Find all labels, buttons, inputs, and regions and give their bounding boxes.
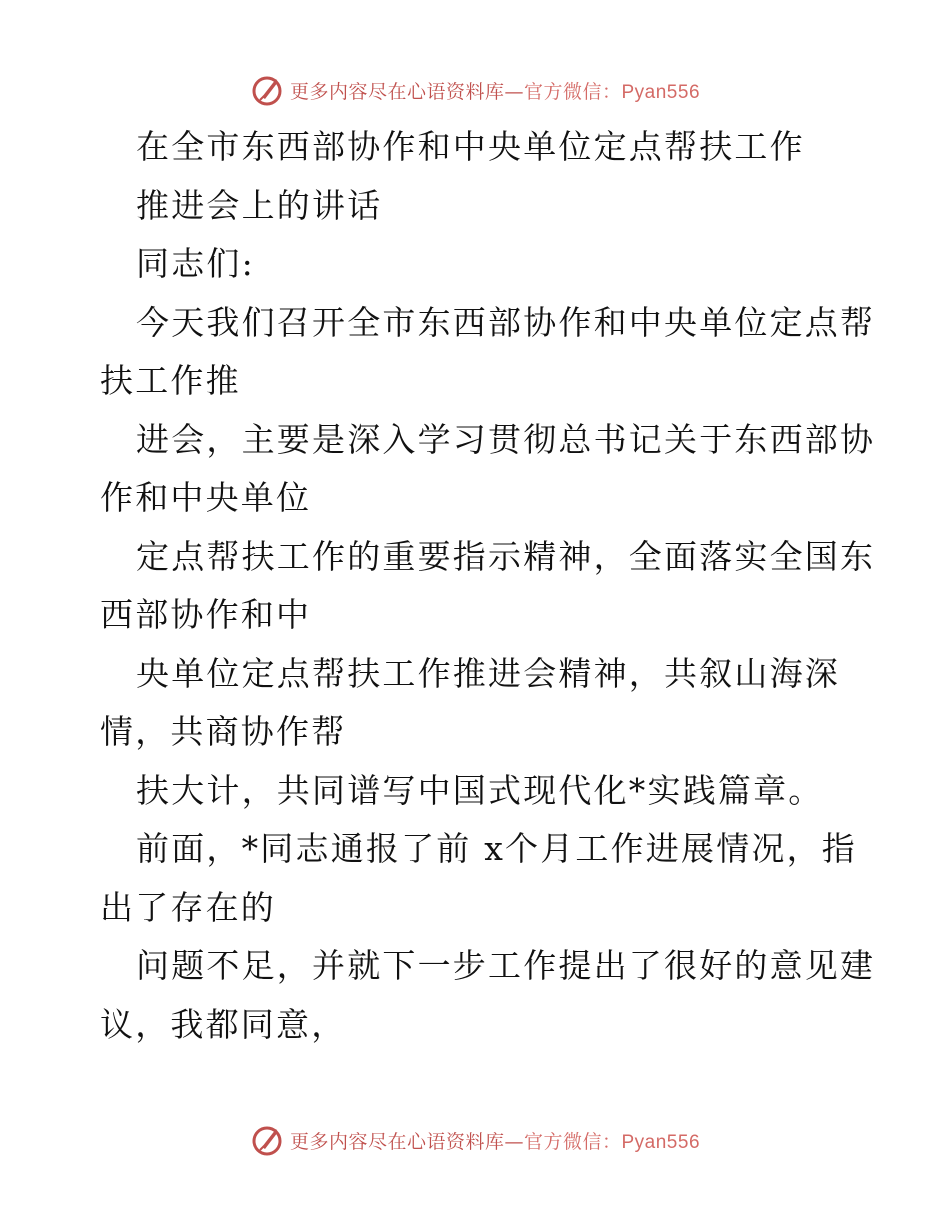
footer-separator: — bbox=[504, 1130, 524, 1153]
text-line: 今天我们召开全市东西部协作和中央单位定点帮 bbox=[136, 302, 876, 342]
text-line: 在全市东西部协作和中央单位定点帮扶工作 bbox=[136, 127, 805, 166]
header-banner-text bbox=[290, 77, 700, 104]
text-line: 扶大计，共同谱写中国式现代化*实践篇章。 bbox=[136, 770, 824, 810]
footer-banner-text bbox=[290, 1127, 700, 1154]
footer-banner bbox=[0, 1120, 950, 1160]
quill-logo-icon bbox=[250, 73, 284, 107]
text-line: 推进会上的讲话 bbox=[136, 185, 383, 225]
header-separator: — bbox=[504, 80, 524, 103]
text-line: 同志们: bbox=[136, 244, 255, 283]
text-line: 出了存在的 bbox=[100, 887, 276, 927]
header-banner bbox=[0, 70, 950, 110]
quill-logo-icon bbox=[250, 1123, 284, 1157]
footer-wechat-text: 官方微信：Pyan556 bbox=[524, 1131, 701, 1153]
text-line: 央单位定点帮扶工作推进会精神，共叙山海深 bbox=[136, 653, 840, 693]
header-wechat-text: 官方微信：Pyan556 bbox=[524, 81, 701, 103]
text-line: 作和中央单位 bbox=[100, 478, 312, 517]
text-line: 情，共商协作帮 bbox=[100, 712, 347, 751]
text-line: 问题不足，并就下一步工作提出了很好的意见建 bbox=[136, 946, 876, 985]
text-line: 进会，主要是深入学习贯彻总书记关于东西部协 bbox=[136, 419, 876, 459]
footer-brand-text: 更多内容尽在心语资料库 bbox=[289, 1130, 505, 1153]
text-line: 西部协作和中 bbox=[100, 595, 312, 634]
document-body bbox=[100, 118, 876, 1054]
text-line: 定点帮扶工作的重要指示精神，全面落实全国东 bbox=[136, 536, 876, 576]
text-line: 前面，*同志通报了前 x个月工作进展情况，指 bbox=[136, 829, 858, 868]
text-line: 扶工作推 bbox=[100, 361, 241, 400]
text-line: 议，我都同意， bbox=[100, 1004, 347, 1044]
header-brand-text: 更多内容尽在心语资料库 bbox=[289, 80, 505, 103]
